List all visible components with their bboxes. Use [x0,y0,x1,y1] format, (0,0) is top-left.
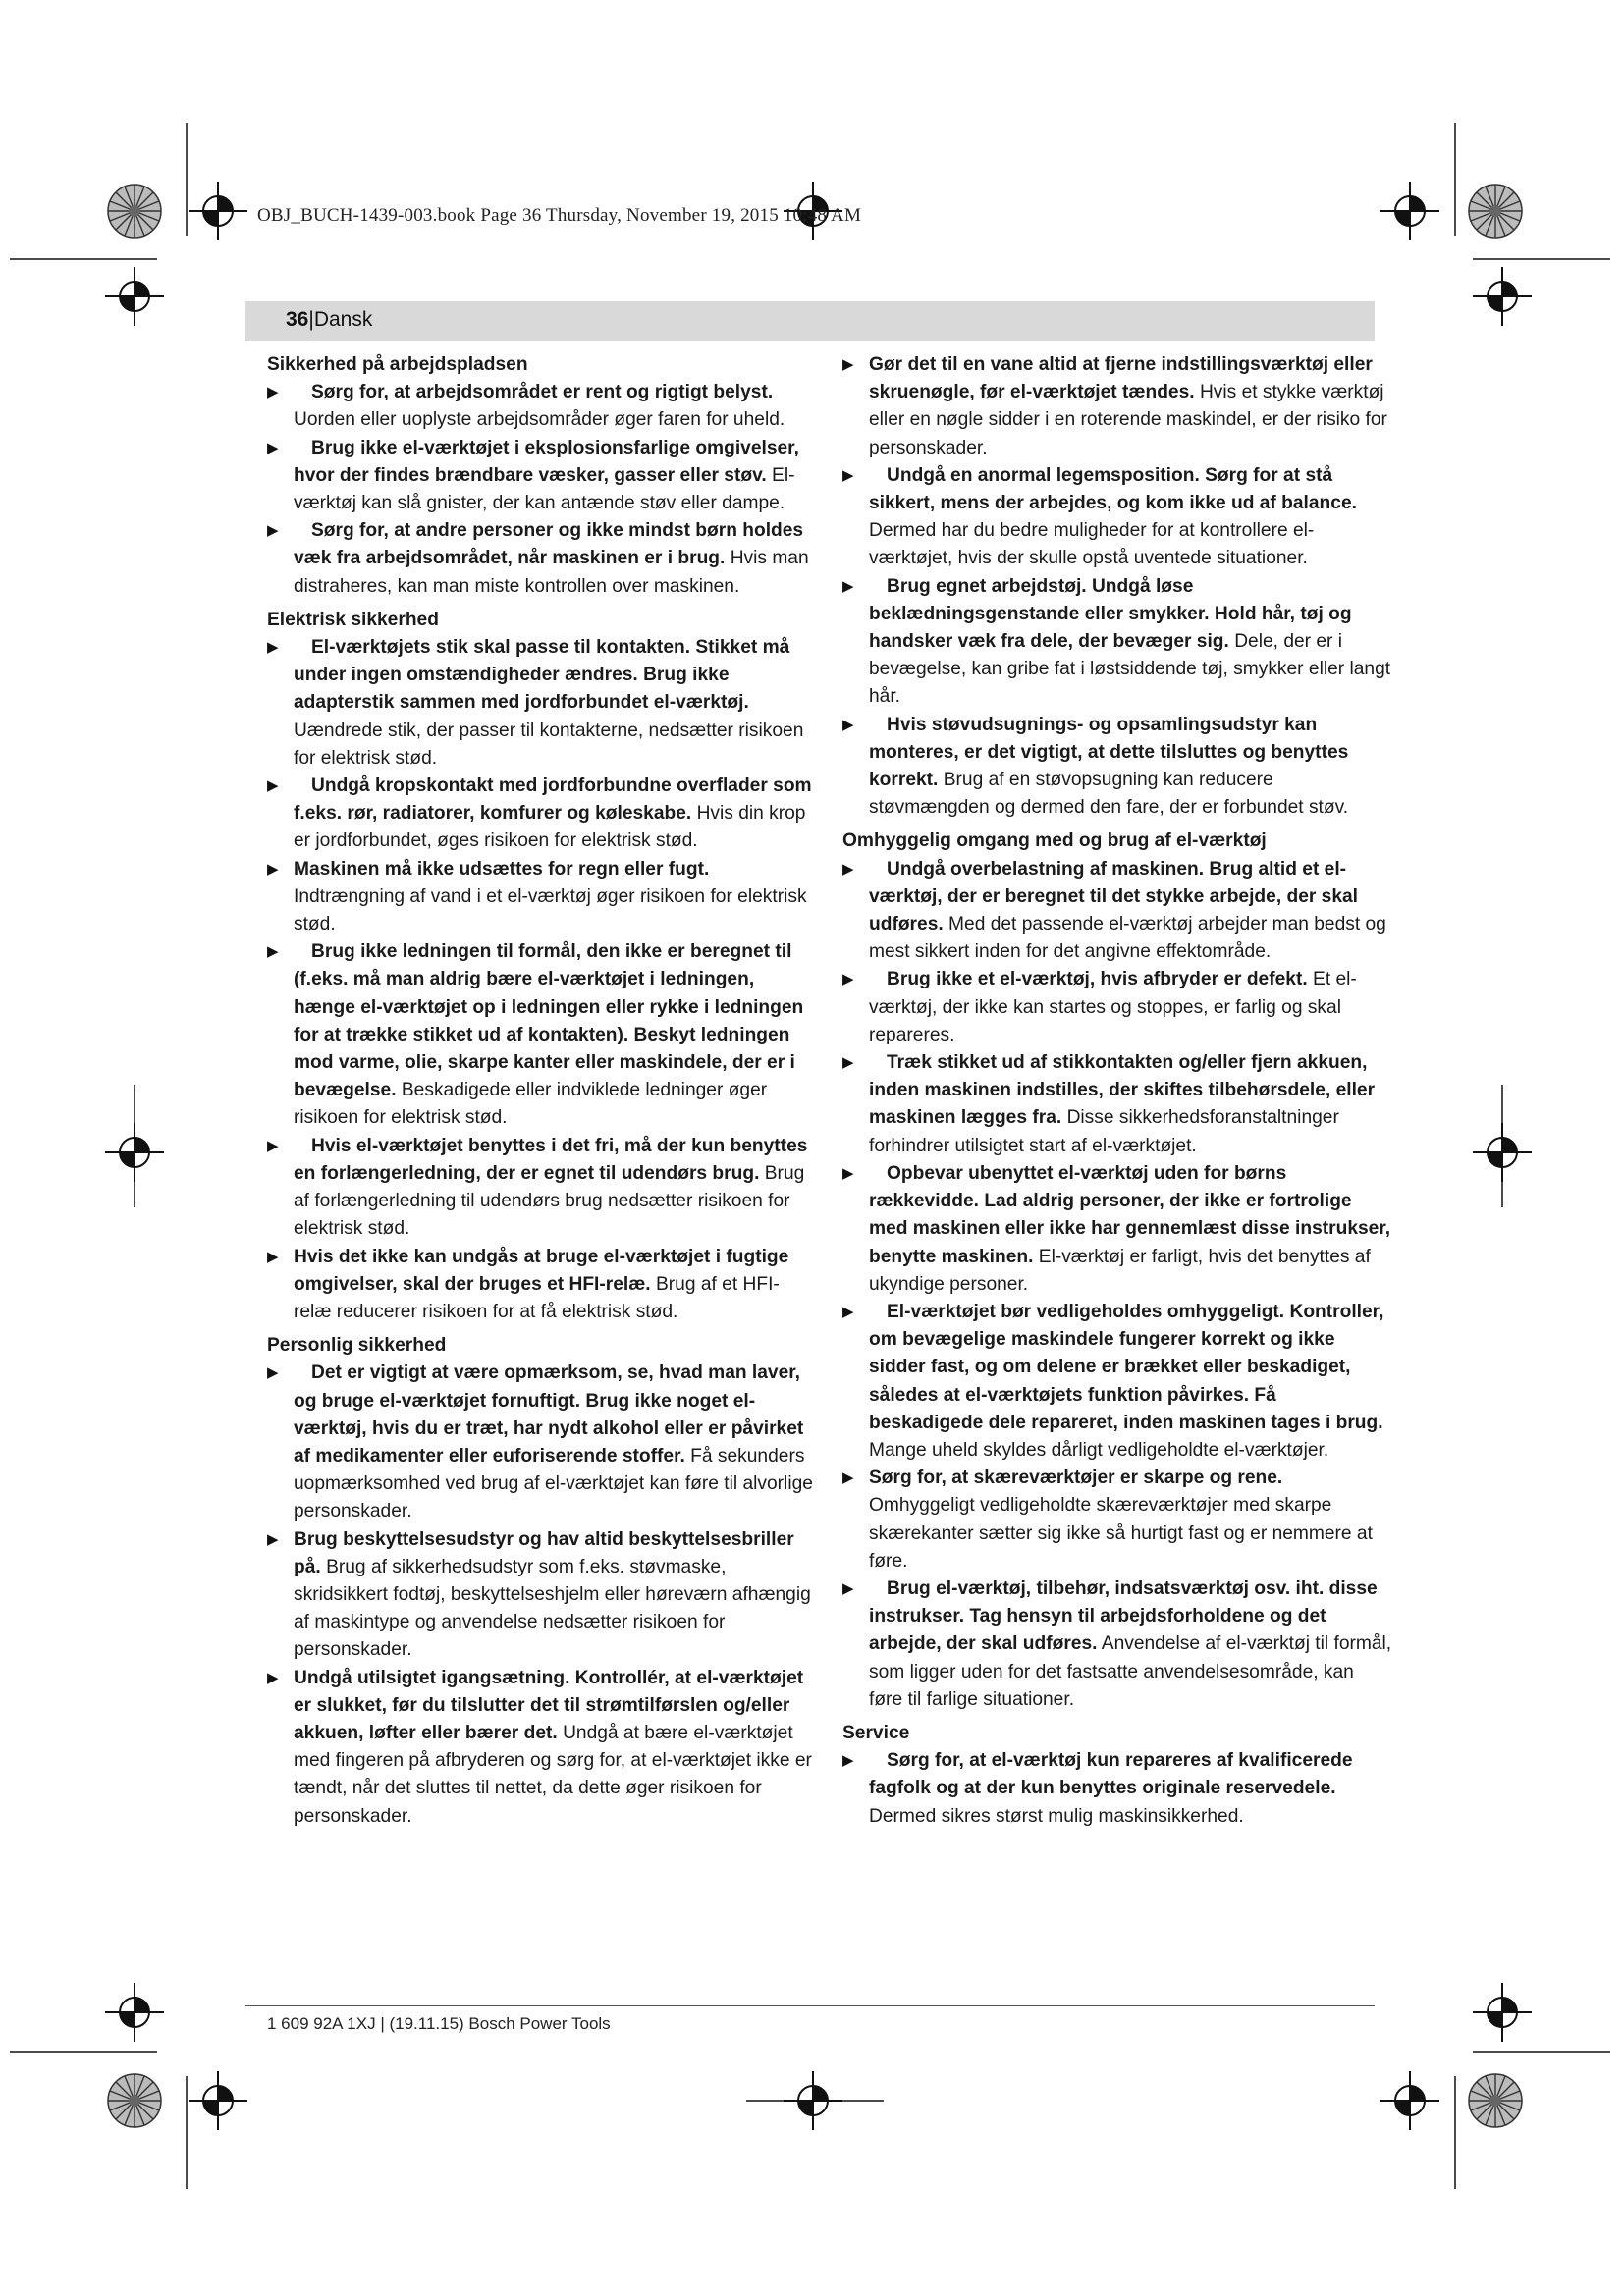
item-bold: Træk stikket ud af stikkontakten og/eller fjern akkuen, inden maskinen indstilles, der skiftes tilbehørsdele, eller maskinen lægges fra. [869,1052,1376,1129]
item-text: Brug af sikkerhedsudstyr som f.eks. støvmaske, skridsikkert fodtøj, beskyttelseshjelm eller høreværn afhængig af maskintype og anvendelse nedsætter risikoen for personskader. [294,1556,811,1661]
item-text: Hvis din krop er jordforbundet, øges risikoen for elektrisk stød. [294,803,806,852]
item-bold: Opbevar ubenyttet el-værktøj uden for børns rækkevidde. Lad aldrig personer, der ikke er fortrolige med maskinen eller ikke har gennemlæst disse instrukser, benytte maskinen. [869,1162,1391,1267]
bullet-arrow-icon: ▶ [842,1752,854,1770]
print-job-info: OBJ_BUCH-1439-003.book Page 36 Thursday, November 19, 2015 10:48 AM [257,205,862,226]
item-bold: Sørg for, at andre personer og ikke mindst børn holdes væk fra arbejdsområdet, når maskinen er i brug. [294,520,804,569]
page-header-band [245,301,1375,341]
item-bold: Brug ikke et el-værktøj, hvis afbryder er defekt. [887,969,1308,990]
item-bold: Hvis støvudsugnings- og opsamlingsudstyr kan monteres, er det vigtigt, at dette tilsluttes og benyttes korrekt. [869,714,1349,791]
item-text: Få sekunders uopmærksomhed ved brug af el-værktøjet kan føre til alvorlige personskader. [294,1445,813,1522]
item-bold: Undgå overbelastning af maskinen. Brug altid et el-værktøj, der er beregnet til det stykke arbejde, der skal udføres. [869,858,1359,935]
list-item [267,938,817,1132]
list-item [267,517,817,601]
bullet-arrow-icon: ▶ [267,522,279,540]
item-bold: Sørg for, at el-værktøj kun repareres af kvalificerede fagfolk og at der kun benyttes originale reservedele. [869,1750,1353,1799]
item-text: Beskadigede eller indviklede ledninger øger risikoen for elektrisk stød. [294,1080,768,1129]
item-bold: Hvis el-værktøjet benyttes i det fri, må der kun benyttes en forlængerledning, der er egnet til udendørs brug. [294,1135,808,1184]
item-text: Omhyggeligt vedligeholdte skæreværktøjer med skarpe skærekanter sætter sig ikke så hurtigt fast og er nemmere at føre. [869,1495,1373,1572]
item-text: Dele, der er i bevægelse, kan gribe fat i løstsiddende tøj, smykker eller langt hår. [869,631,1391,708]
item-bold: Brug egnet arbejdstøj. Undgå løse beklædningsgenstande eller smykker. Hold hår, tøj og handsker væk fra dele, der bevæger sig. [869,575,1352,653]
section-heading: Personlig sikkerhed [267,1335,447,1357]
item-bold: Brug beskyttelsesudstyr og hav altid beskyttelsesbriller på. [294,1528,794,1577]
list-item [842,1049,1392,1160]
section-heading: Omhyggelig omgang med og brug af el-værktøj [842,830,1267,852]
bullet-arrow-icon: ▶ [267,639,279,657]
item-text: Mange uheld skyldes dårligt vedligeholdte el-værktøjer. [869,1439,1329,1461]
item-bold: Gør det til en vane altid at fjerne indstillingsværktøj eller skruenøgle, før el-værktøjet tændes. [869,354,1373,403]
bullet-arrow-icon: ▶ [842,466,854,484]
bullet-arrow-icon: ▶ [842,716,854,733]
item-text: Undgå at bære el-værktøjet med fingeren på afbryderen og sørg for, at el-værktøjet ikke er tændt, når det sluttes til nettet, da dette øger risikoen for personskader. [294,1722,812,1827]
item-bold: El-værktøjets stik skal passe til kontakten. Stikket må under ingen omstændigheder ændres. Brug ikke adapterstik sammen med jordforbundet el-værktøj. [294,637,790,714]
list-item [267,379,817,434]
bullet-arrow-icon: ▶ [842,1579,854,1597]
section-heading: Sikkerhed på arbejdspladsen [267,354,528,375]
list-item [842,573,1392,712]
item-bold: Undgå en anormal legemsposition. Sørg for at stå sikkert, mens der arbejdes, og kom ikke ud af balance. [869,464,1357,514]
item-text: Med det passende el-værktøj arbejder man bedst og mest sikkert inden for det angivne effektområde. [869,914,1386,963]
list-item [842,1465,1392,1575]
list-item [842,462,1392,573]
item-text: Indtrængning af vand i et el-værktøj øger risikoen for elektrisk stød. [294,885,807,935]
bullet-arrow-icon: ▶ [267,439,279,456]
bullet-arrow-icon: ▶ [267,1137,279,1154]
right-column [842,351,1392,1831]
bullet-arrow-icon: ▶ [842,860,854,878]
bullet-arrow-icon: ▶ [842,1054,854,1072]
item-text: Et el-værktøj, der ikke kan startes og stoppes, er farlig og skal repareres. [869,969,1357,1045]
bullet-arrow-icon: ▶ [267,777,279,795]
list-item [267,773,817,856]
item-text: Uændrede stik, der passer til kontakterne, nedsætter risikoen for elektrisk stød. [294,720,804,769]
bullet-arrow-icon: ▶ [267,1669,279,1686]
item-bold: Det er vigtigt at være opmærksom, se, hvad man laver, og bruge el-værktøjet fornuftigt. Brug ikke noget el-værktøj, hvis du er træt, har nydt alkohol eller er påvirket af medikamenter eller euforiserende stoffer. [294,1362,804,1467]
header-language: Dansk [313,308,373,331]
item-bold: Undgå kropskontakt med jordforbundne overflader som f.eks. rør, radiatorer, komfurer og køleskabe. [294,775,812,825]
item-text: Uorden eller uoplyste arbejdsområder øger faren for uheld. [294,409,785,431]
item-text: Hvis et stykke værktøj eller en nøgle sidder i en roterende maskindel, er der risiko for personskader. [869,382,1387,458]
item-text: Dermed har du bedre muligheder for at kontrollere el-værktøjet, hvis der skulle opstå uventede situationer. [869,520,1315,569]
section-heading: Elektrisk sikkerhed [267,609,439,630]
bullet-arrow-icon: ▶ [267,943,279,961]
bullet-arrow-icon: ▶ [267,384,279,401]
page-number: 36 [286,308,309,331]
list-item [267,1360,817,1525]
list-item [267,634,817,773]
item-bold: El-værktøjet bør vedligeholdes omhyggeligt. Kontroller, om bevægelige maskindele fungerer korrekt og ikke sidder fast, og om delene er brækket eller beskadiget, således at el-værktøjets funktion påvirkes. Få beskadigede dele repareret, inden maskinen tages i brug. [869,1301,1384,1433]
left-column [267,351,817,1831]
item-text: Dermed sikres størst mulig maskinsikkerhed. [869,1805,1244,1827]
bullet-arrow-icon: ▶ [267,1248,279,1265]
bullet-arrow-icon: ▶ [842,356,854,373]
bullet-arrow-icon: ▶ [842,1164,854,1182]
list-item [842,966,1392,1049]
list-item [267,856,817,939]
bullet-arrow-icon: ▶ [267,1530,279,1548]
header-separator: | [308,308,314,331]
page-header [286,308,372,332]
item-bold: Sørg for, at skæreværktøjer er skarpe og rene. [869,1468,1283,1489]
item-bold: Maskinen må ikke udsættes for regn eller fugt. [294,858,710,880]
item-text: El-værktøj kan slå gnister, der kan antænde støv eller dampe. [294,464,795,514]
item-bold: Brug ikke ledningen til formål, den ikke er beregnet til (f.eks. må man aldrig bære el-værktøjet i ledningen, hænge el-værktøjet op i ledningen eller rykke i ledningen for at trække stikket ud af kontakten). Beskyt ledningen mod varme, olie, skarpe kanter eller maskindele, der er i bevægelse. [294,941,804,1101]
bullet-arrow-icon: ▶ [842,577,854,595]
section-heading: Service [842,1722,910,1743]
list-item [842,856,1392,967]
list-item [842,712,1392,823]
list-item [267,1133,817,1244]
bullet-arrow-icon: ▶ [842,971,854,988]
item-text: Anvendelse af el-værktøj til formål, som ligger uden for det fastsatte anvendelsesområde, kan føre til farlige situationer. [869,1633,1392,1710]
item-bold: Hvis det ikke kan undgås at bruge el-værktøjet i fugtige omgivelser, skal der bruges et HFI-relæ. [294,1246,789,1295]
list-item [267,1665,817,1831]
bullet-arrow-icon: ▶ [842,1469,854,1487]
page-footer: 1 609 92A 1XJ | (19.11.15) Bosch Power Tools [267,2014,611,2033]
item-bold: Brug ikke el-værktøjet i eksplosionsfarlige omgivelser, hvor der findes brændbare væsker, gasser eller støv. [294,437,799,486]
item-text: Brug af et HFI-relæ reducerer risikoen for at få elektrisk stød. [294,1273,780,1322]
list-item [842,1160,1392,1299]
item-text: Brug af forlængerledning til udendørs brug nedsætter risikoen for elektrisk stød. [294,1162,805,1240]
item-bold: Sørg for, at arbejdsområdet er rent og rigtigt belyst. [311,382,774,403]
item-text: Brug af en støvopsugning kan reducere støvmængden og dermed den fare, der er forbundet støv. [869,770,1349,819]
item-bold: Undgå utilsigtet igangsætning. Kontrollér, at el-værktøjet er slukket, før du tilslutter det til strømtilførslen og/eller akkuen, løfter eller bærer det. [294,1667,804,1743]
list-item [267,1526,817,1665]
list-item [842,1747,1392,1831]
list-item [267,435,817,518]
bullet-arrow-icon: ▶ [267,1364,279,1382]
bullet-arrow-icon: ▶ [842,1303,854,1320]
footer-rule [245,2005,1375,2006]
item-text: El-værktøj er farligt, hvis det benyttes af ukyndige personer. [869,1246,1371,1295]
item-bold: Brug el-værktøj, tilbehør, indsatsværktøj osv. iht. disse instrukser. Tag hensyn til arbejdsforholdene og det arbejde, der skal udføres. [869,1577,1378,1655]
list-item [842,351,1392,462]
list-item [842,1575,1392,1714]
bullet-arrow-icon: ▶ [267,860,279,878]
item-text: Disse sikkerhedsforanstaltninger forhindrer utilsigtet start af el-værktøjet. [869,1107,1339,1156]
list-item [267,1244,817,1327]
list-item [842,1299,1392,1465]
item-text: Hvis man distraheres, kan man miste kontrollen over maskinen. [294,548,809,597]
